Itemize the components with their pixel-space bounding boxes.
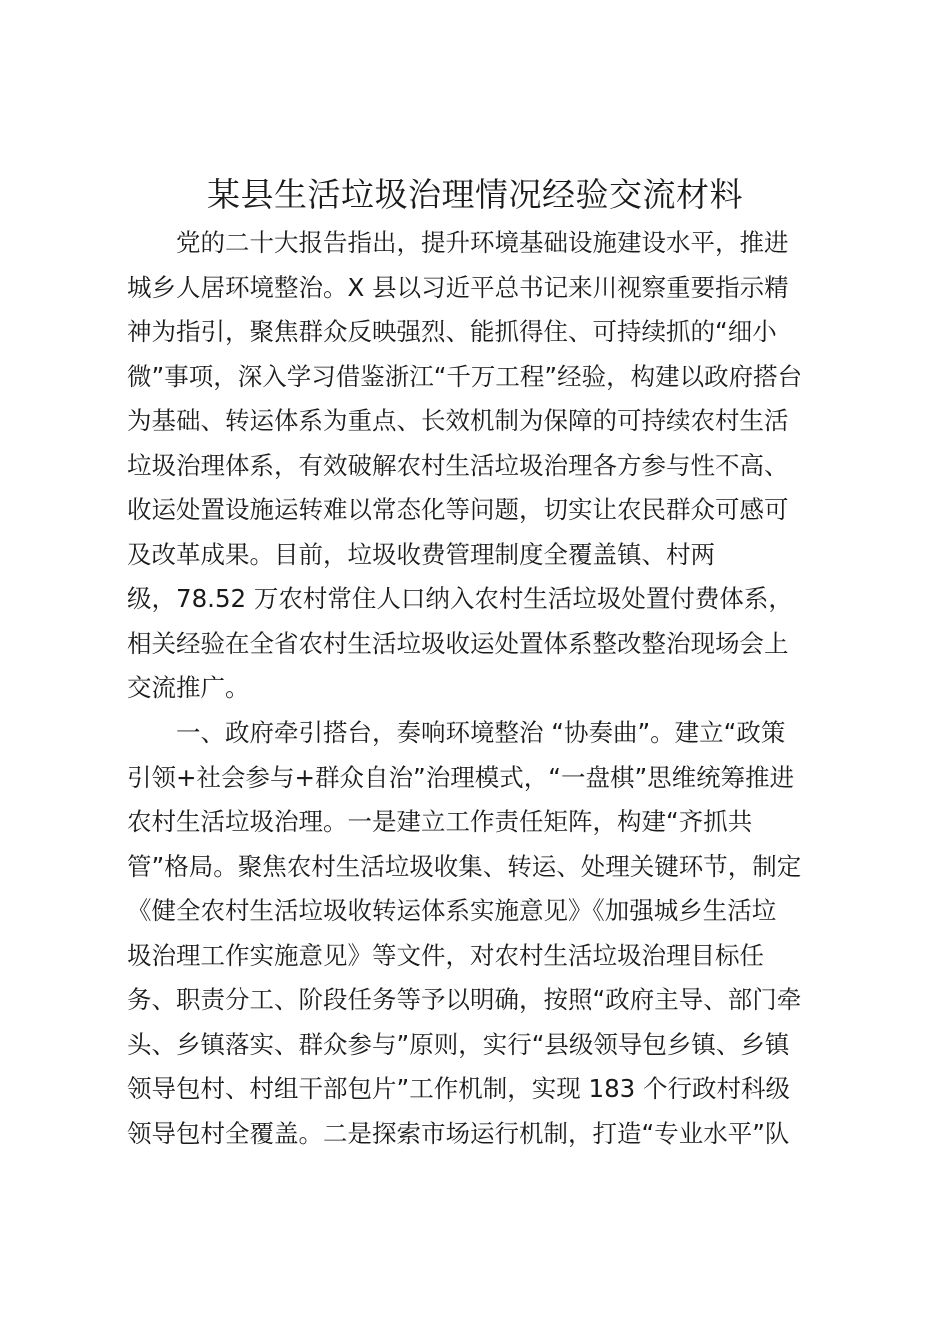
text-line: 圾治理工作实施意见》等文件，对农村生活垃圾治理目标任 (127, 940, 764, 970)
text-line: 为基础、转运体系为重点、长效机制为保障的可持续农村生活 (127, 406, 789, 435)
text-line: 微”事项，深入学习借鉴浙江“千万工程”经验，构建以政府搭台 (127, 361, 803, 391)
text-line: 神为指引，聚焦群众反映强烈、能抓得住、可持续抓的“细小 (127, 317, 777, 346)
text-line: 管”格局。聚焦农村生活垃圾收集、转运、处理关键环节，制定 (127, 851, 802, 881)
text-line: 党的二十大报告指出，提升环境基础设施建设水平，推进 (176, 228, 789, 257)
text-line: 一、政府牵引搭台，奏响环境整治 “协奏曲”。建立“政策 (176, 718, 786, 747)
text-line: 引领+社会参与+群众自治”治理模式，“一盘棋”思维统筹推进 (127, 762, 795, 792)
text-line: 垃圾治理体系，有效破解农村生活垃圾治理各方参与性不高、 (127, 450, 789, 480)
text-line: 城乡人居环境整治。X 县以习近平总书记来川视察重要指示精 (127, 272, 789, 302)
text-line: 级，78.52 万农村常住人口纳入农村生活垃圾处置付费体系， (127, 584, 793, 613)
text-line: 领导包村全覆盖。二是探索市场运行机制，打造“专业水平”队 (127, 1118, 790, 1148)
text-line: 《健全农村生活垃圾收转运体系实施意见》《加强城乡生活垃 (127, 896, 777, 925)
text-line: 及改革成果。目前，垃圾收费管理制度全覆盖镇、村两 (127, 539, 715, 569)
document-title: 某县生活垃圾治理情况经验交流材料 (207, 175, 743, 214)
text-line: 务、职责分工、阶段任务等予以明确，按照“政府主导、部门牵 (127, 985, 802, 1014)
paragraph-intro (127, 221, 839, 711)
text-line: 领导包村、村组干部包片”工作机制，实现 183 个行政村科级 (127, 1074, 791, 1103)
paragraph-section-one (127, 711, 839, 1156)
text-line: 交流推广。 (127, 673, 250, 702)
text-line: 农村生活垃圾治理。一是建立工作责任矩阵，构建“齐抓共 (127, 807, 753, 836)
text-line: 收运处置设施运转难以常态化等问题，切实让农民群众可感可 (127, 495, 789, 524)
text-line: 头、乡镇落实、群众参与”原则，实行“县级领导包乡镇、乡镇 (127, 1029, 790, 1059)
text-line: 相关经验在全省农村生活垃圾收运处置体系整改整治现场会上 (127, 628, 789, 658)
